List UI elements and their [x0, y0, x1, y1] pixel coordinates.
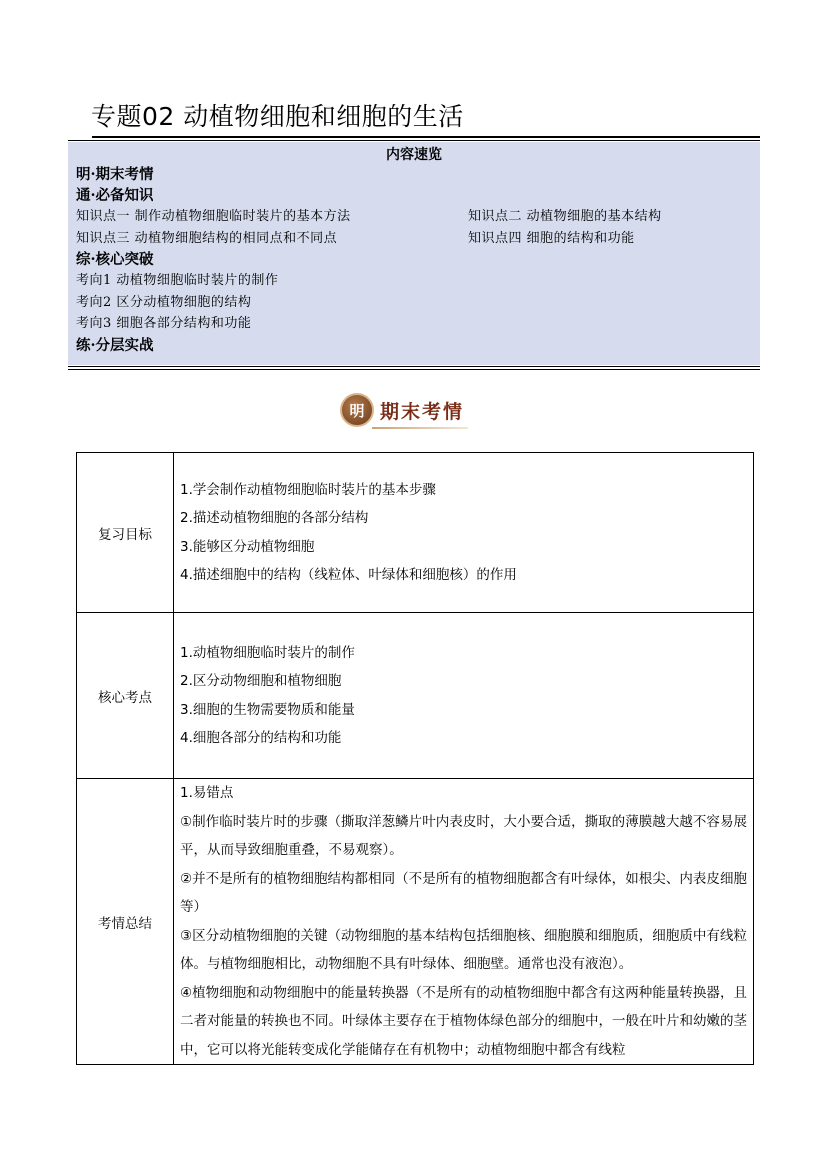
exam-badge: [340, 392, 464, 428]
knowledge-point-3: 知识点三 动植物细胞结构的相同点和不同点: [76, 230, 338, 246]
badge-seal: 明: [340, 393, 374, 427]
row-label-exam-summary: 考情总结: [77, 779, 174, 1065]
list-item: 3.能够区分动植物细胞: [180, 538, 315, 555]
row-label-core-points: 核心考点: [77, 613, 174, 779]
list-item: 4.细胞各部分的结构和功能: [180, 730, 342, 746]
overview-rule-thin: [68, 369, 760, 370]
knowledge-point-1: 知识点一 制作动植物细胞临时装片的基本方法: [76, 209, 351, 224]
knowledge-row: [76, 206, 760, 228]
row-content-exam-summary: [174, 779, 754, 1065]
list-item: 3.细胞的生物需要物质和能量: [180, 701, 355, 718]
table-row: [77, 779, 754, 1065]
knowledge-point-4: 知识点四 细胞的结构和功能: [468, 230, 635, 246]
list-item: ②并不是所有的植物细胞结构都相同（不是所有的植物细胞都含有叶绿体，如根尖、内表皮细胞等）: [180, 870, 747, 915]
core-direction-3: 考向3 细胞各部分结构和功能: [76, 316, 252, 331]
row-content-review-goals: [174, 453, 754, 613]
overview-section-exam: 明·期末考情: [76, 166, 154, 183]
list-item: 1.学会制作动植物细胞临时装片的基本步骤: [180, 481, 436, 498]
core-direction-1: 考向1 动植物细胞临时装片的制作: [76, 273, 279, 288]
overview-rule: [68, 366, 760, 367]
title-area: [90, 100, 760, 134]
list-item: 2.描述动植物细胞的各部分结构: [180, 510, 369, 526]
knowledge-point-2: 知识点二 动植物细胞的基本结构: [468, 209, 662, 224]
overview-heading: 内容速览: [386, 147, 442, 163]
title-rule: [92, 136, 760, 138]
badge-title: 期末考情: [380, 400, 465, 423]
row-label-review-goals: 复习目标: [77, 453, 174, 613]
knowledge-row: [76, 228, 760, 250]
overview-section-practice: 练·分层实战: [76, 336, 154, 354]
list-item: 4.描述细胞中的结构（线粒体、叶绿体和细胞核）的作用: [180, 567, 517, 583]
list-item: 1.动植物细胞临时装片的制作: [180, 644, 355, 661]
list-item: ③区分动植物细胞的关键（动物细胞的基本结构包括细胞核、细胞膜和细胞质，细胞质中有线粒体。与植物细胞相比，动物细胞不具有叶绿体、细胞壁。通常也没有液泡）。: [180, 927, 747, 972]
table-row: [77, 613, 754, 779]
page-title: 专题02 动植物细胞和细胞的生活: [91, 102, 464, 131]
core-direction-2: 考向2 区分动植物细胞的结构: [76, 294, 252, 310]
list-item: 1.易错点: [180, 785, 234, 801]
overview-section-knowledge: 通·必备知识: [76, 187, 154, 204]
overview-section-core: 综·核心突破: [76, 251, 154, 268]
list-item: ①制作临时装片时的步骤（撕取洋葱鳞片叶内表皮时，大小要合适，撕取的薄膜越大越不容易展平，从而导致细胞重叠，不易观察）。: [180, 813, 747, 858]
list-item: ④植物细胞和动物细胞中的能量转换器（不是所有的动植物细胞中都含有这两种能量转换器，且二者对能量的转换也不同。叶绿体主要存在于植物体绿色部分的细胞中，一般在叶片和幼嫩的茎中，它可以将光能转变成化学能储存在有机物中；动植物细胞中都含有线粒: [180, 984, 747, 1058]
table-row: [77, 453, 754, 613]
list-item: 2.区分动物细胞和植物细胞: [180, 673, 342, 689]
content-overview-box: [68, 142, 760, 365]
exam-info-table: [76, 452, 754, 1065]
row-content-core-points: [174, 613, 754, 779]
title-rule-thin: [68, 140, 760, 141]
badge-underline: [372, 427, 468, 429]
